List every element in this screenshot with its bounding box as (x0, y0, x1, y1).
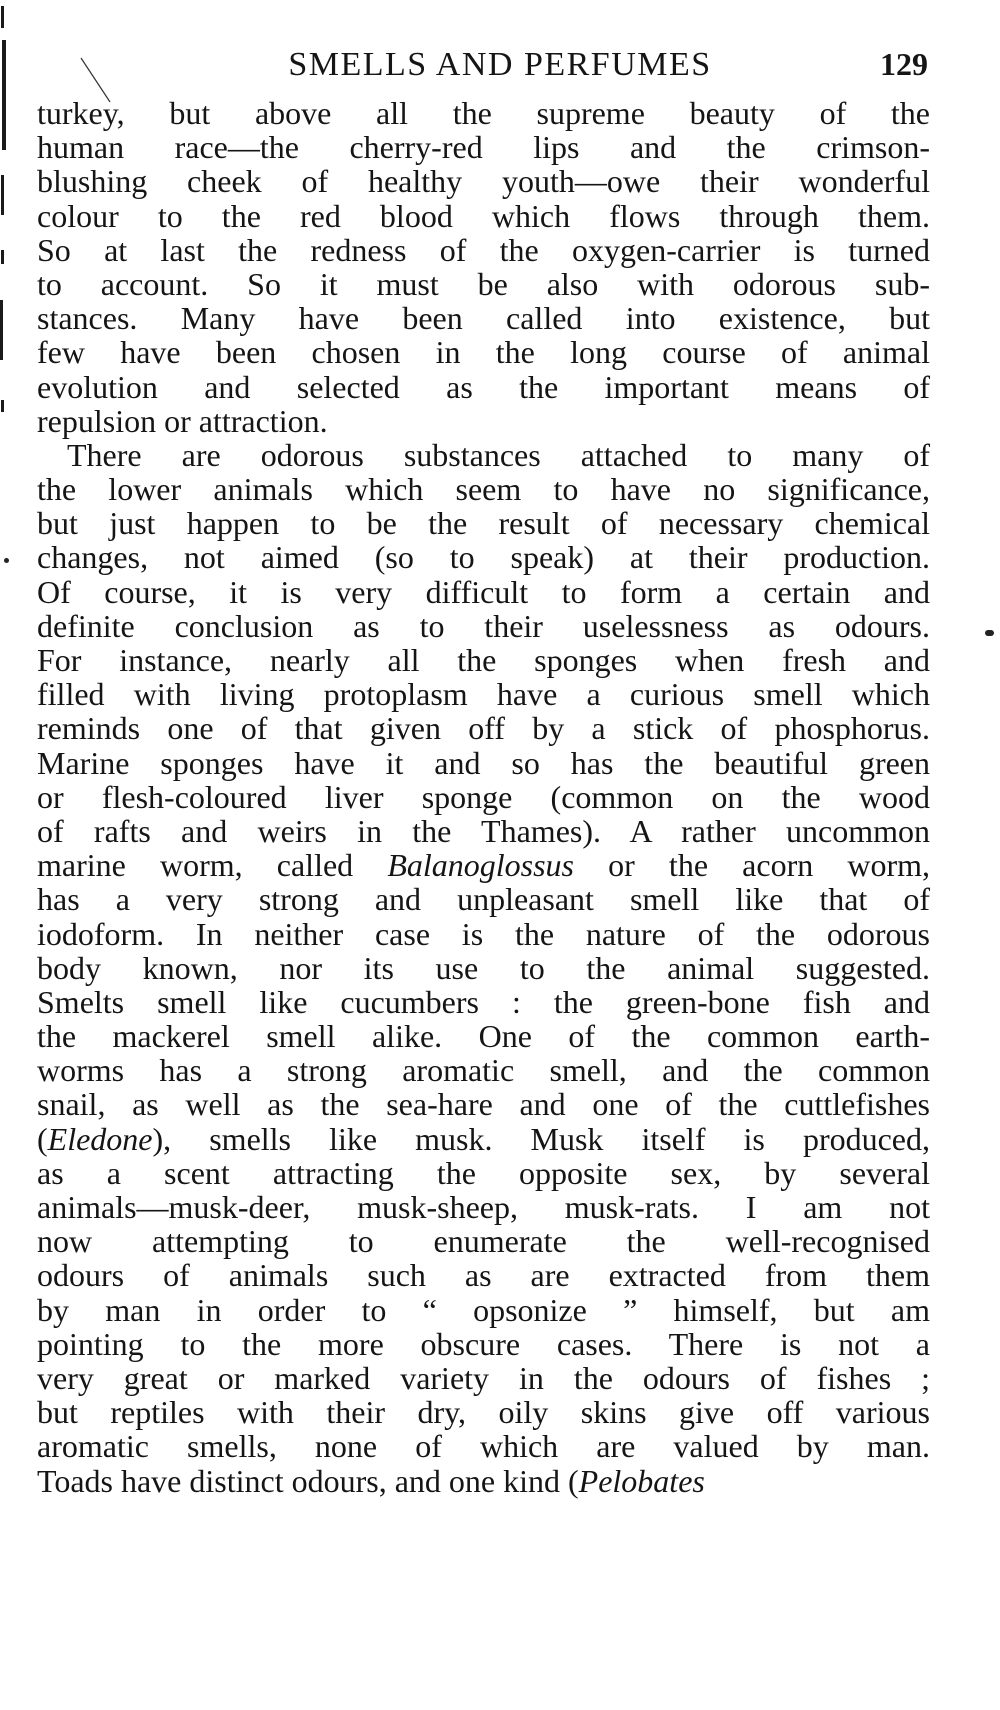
running-head (0, 40, 1000, 90)
text-line: snail, as well as the sea-hare and one of the cuttlefishes (37, 1086, 930, 1123)
text-line: definite conclusion as to their uselessness as odours. (37, 607, 930, 644)
text-line: For instance, nearly all the sponges when fresh and (37, 642, 930, 678)
text-line: repulsion or attraction. (37, 402, 328, 439)
text-line (37, 1464, 930, 1498)
text-segment: ( (37, 1120, 48, 1157)
text-line: by man in order to “ opsonize ” himself, but am (37, 1291, 930, 1328)
text-segment: or the acorn worm, (574, 847, 931, 884)
text-line: has a very strong and unpleasant smell like that of (37, 881, 930, 918)
body-text (37, 96, 930, 1498)
text-line: human race—the cherry-red lips and the crimson- (37, 129, 930, 166)
text-segment: Toads have distinct odours, and one kind ( (37, 1462, 579, 1499)
text-segment: ), smells like musk. Musk itself is produced, (152, 1120, 930, 1157)
text-line: as a scent attracting the opposite sex, by several (37, 1154, 930, 1191)
text-line: turkey, but above all the supreme beauty of the (37, 95, 930, 131)
text-line: iodoform. In neither case is the nature of the odorous (37, 915, 930, 952)
text-line (37, 1122, 930, 1156)
text-line (37, 848, 930, 882)
text-line: pointing to the more obscure cases. There is not a (37, 1325, 930, 1362)
text-line: the mackerel smell alike. One of the common earth- (37, 1018, 930, 1055)
text-line: very great or marked variety in the odours of fishes ; (37, 1359, 930, 1396)
text-line: evolution and selected as the important means of (37, 368, 930, 405)
text-line: blushing cheek of healthy youth—owe their wonderful (37, 163, 930, 200)
text-line: There are odorous substances attached to many of (67, 436, 930, 473)
italic-term: Pelobates (578, 1462, 705, 1499)
text-line: Of course, it is very difficult to form a certain and (37, 573, 930, 610)
text-line: aromatic smells, none of which are valued by man. (37, 1428, 930, 1465)
stray-ink-mark (985, 630, 994, 636)
text-line: worms has a strong aromatic smell, and the common (37, 1052, 930, 1089)
running-title: SMELLS AND PERFUMES (288, 46, 712, 83)
text-line: odours of animals such as are extracted from them (37, 1257, 930, 1294)
text-line: reminds one of that given off by a stick of phosphorus. (37, 710, 930, 747)
text-line: animals—musk-deer, musk-sheep, musk-rats. I am not (37, 1189, 930, 1225)
stray-dot-mark (4, 558, 9, 563)
italic-term: Eledone (47, 1120, 153, 1157)
text-line: of rafts and weirs in the Thames). A rather uncommon (37, 812, 930, 849)
text-line: body known, nor its use to the animal suggested. (37, 949, 930, 986)
page-edge-shadow (0, 0, 6, 1710)
page-number: 129 (880, 46, 928, 82)
italic-term: Balanoglossus (387, 847, 574, 884)
text-line: the lower animals which seem to have no significance, (37, 471, 930, 508)
text-line: Smelts smell like cucumbers : the green-bone fish and (37, 983, 930, 1020)
text-line: colour to the red blood which flows through them. (37, 197, 930, 234)
text-line: few have been chosen in the long course of animal (37, 334, 930, 371)
text-line: changes, not aimed (so to speak) at their production. (37, 539, 930, 576)
text-segment: marine worm, called (37, 847, 388, 884)
text-line: So at last the redness of the oxygen-carrier is turned (37, 231, 930, 268)
text-line: but reptiles with their dry, oily skins give off various (37, 1394, 930, 1431)
text-line: filled with living protoplasm have a curious smell which (37, 676, 930, 713)
text-line: but just happen to be the result of necessary chemical (37, 505, 930, 542)
text-line: stances. Many have been called into existence, but (37, 300, 930, 337)
text-line: now attempting to enumerate the well-recognised (37, 1223, 930, 1260)
text-line: to account. So it must be also with odorous sub- (37, 265, 930, 302)
text-line: or flesh-coloured liver sponge (common on the wood (37, 778, 930, 815)
text-line: Marine sponges have it and so has the beautiful green (37, 744, 930, 781)
